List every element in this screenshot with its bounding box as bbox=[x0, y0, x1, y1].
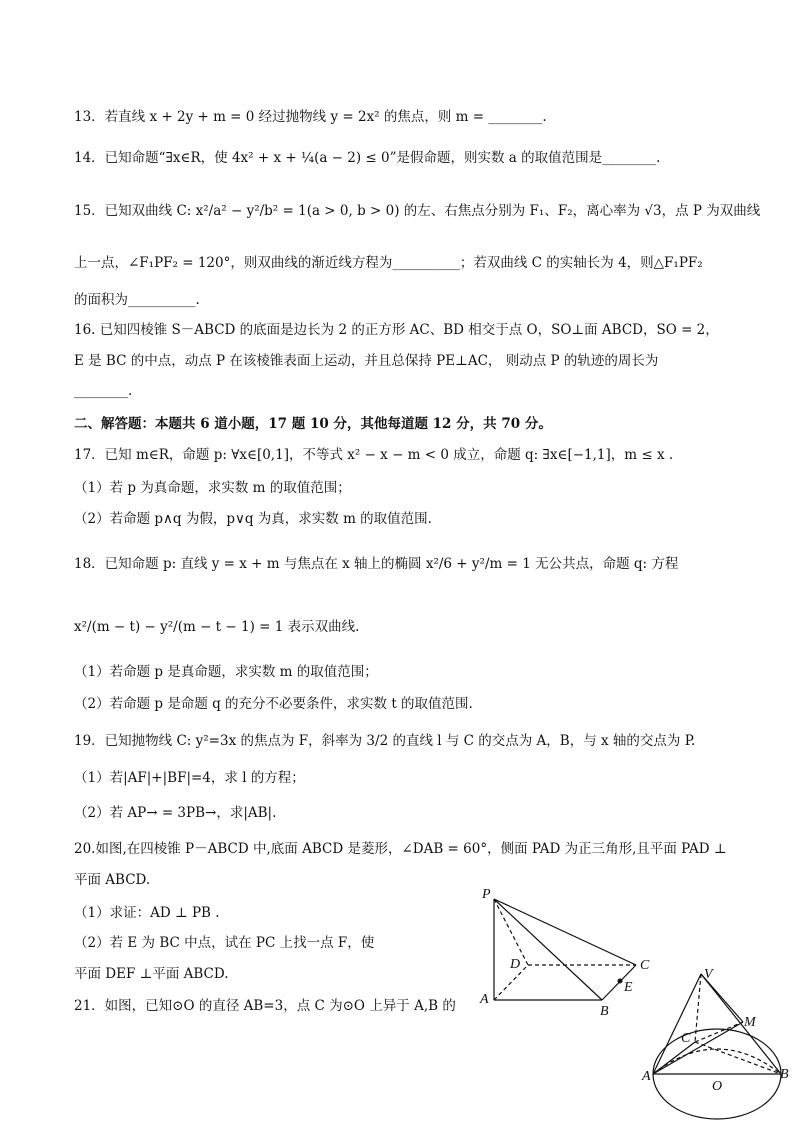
q21-line: 21．如图，已知⊙O 的直径 AB=3，点 C 为⊙O 上异于 A,B 的 bbox=[74, 998, 456, 1014]
label-P: P bbox=[482, 887, 491, 902]
q18-part-2: （2）若命题 p 是命题 q 的充分不必要条件，求实数 t 的取值范围. bbox=[74, 696, 473, 712]
label-C: C bbox=[640, 958, 650, 973]
q17-line: 17．已知 m∈R，命题 p: ∀x∈[0,1]，不等式 x² − x − m < 0 成立，命题 q: ∃x∈[−1,1]，m ≤ x . bbox=[74, 447, 674, 463]
q20-part-2: （2）若 E 为 BC 中点，试在 PC 上找一点 F，使 bbox=[74, 935, 375, 951]
section-heading: 二、解答题：本题共 6 道小题，17 题 10 分，其他每道题 12 分，共 70 分。 bbox=[74, 416, 552, 432]
q20-line-2: 平面 ABCD. bbox=[74, 872, 151, 888]
q17-part-1: （1）若 p 为真命题，求实数 m 的取值范围； bbox=[74, 480, 351, 496]
label-A2: A bbox=[642, 1069, 651, 1084]
q19-line: 19．已知抛物线 C: y²=3x 的焦点为 F，斜率为 3/2 的直线 l 与 C 的交点为 A，B，与 x 轴的交点为 P. bbox=[74, 733, 696, 749]
label-A: A bbox=[480, 992, 489, 1007]
q19-part-1: （1）若|AF|+|BF|=4，求 l 的方程； bbox=[74, 770, 305, 786]
q18-line-1: 18．已知命题 p: 直线 y = x + m 与焦点在 x 轴上的椭圆 x²/6 + y²/m = 1 无公共点，命题 q: 方程 bbox=[74, 556, 679, 572]
q20-part-2-cont: 平面 DEF ⊥平面 ABCD. bbox=[74, 966, 229, 982]
q15-line-3: 的面积为__________. bbox=[74, 292, 200, 308]
label-V: V bbox=[704, 967, 713, 982]
label-E: E bbox=[624, 980, 633, 995]
q14-line: 14．已知命题“∃x∈R，使 4x² + x + ¼(a − 2) ≤ 0”是假命题，则实数 a 的取值范围是________. bbox=[74, 150, 661, 166]
label-D: D bbox=[510, 957, 521, 972]
q16-line-2: E 是 BC 的中点，动点 P 在该棱锥表面上运动，并且总保持 PE⊥AC， 则动点 P 的轨迹的周长为 bbox=[74, 353, 659, 369]
q18-line-2: x²/(m − t) − y²/(m − t − 1) = 1 表示双曲线. bbox=[74, 619, 360, 635]
q16-line-1: 16. 已知四棱锥 S－ABCD 的底面是边长为 2 的正方形 AC、BD 相交于点 O，SO⊥面 ABCD，SO = 2， bbox=[74, 322, 719, 338]
q15-line-2: 上一点，∠F₁PF₂ = 120°，则双曲线的渐近线方程为__________；若双曲线 C 的实轴长为 4，则△F₁PF₂ bbox=[74, 255, 703, 271]
q18-part-1: （1）若命题 p 是真命题，求实数 m 的取值范围； bbox=[74, 664, 378, 680]
label-O: O bbox=[712, 1079, 723, 1094]
label-B2: B bbox=[780, 1067, 789, 1082]
cone-figure bbox=[640, 962, 794, 1120]
label-M: M bbox=[744, 1015, 756, 1030]
q17-part-2: （2）若命题 p∧q 为假，p∨q 为真，求实数 m 的取值范围. bbox=[74, 511, 432, 527]
label-B: B bbox=[600, 1004, 609, 1015]
q13-line: 13．若直线 x + 2y + m = 0 经过抛物线 y = 2x² 的焦点，则 m = ________. bbox=[74, 109, 547, 125]
q19-part-2: （2）若 AP→ = 3PB→，求|AB|. bbox=[74, 805, 277, 821]
q20-part-1: （1）求证：AD ⊥ PB . bbox=[74, 905, 220, 921]
q15-line-1: 15．已知双曲线 C: x²/a² − y²/b² = 1(a > 0, b > 0) 的左、右焦点分别为 F₁、F₂，离心率为 √3，点 P 为双曲线 bbox=[74, 203, 761, 219]
q16-line-3: ________. bbox=[74, 383, 133, 399]
q20-line-1: 20.如图,在四棱锥 P－ABCD 中,底面 ABCD 是菱形，∠DAB = 60°，侧面 PAD 为正三角形,且平面 PAD ⊥ bbox=[74, 841, 727, 857]
label-C2: C bbox=[681, 1031, 691, 1046]
